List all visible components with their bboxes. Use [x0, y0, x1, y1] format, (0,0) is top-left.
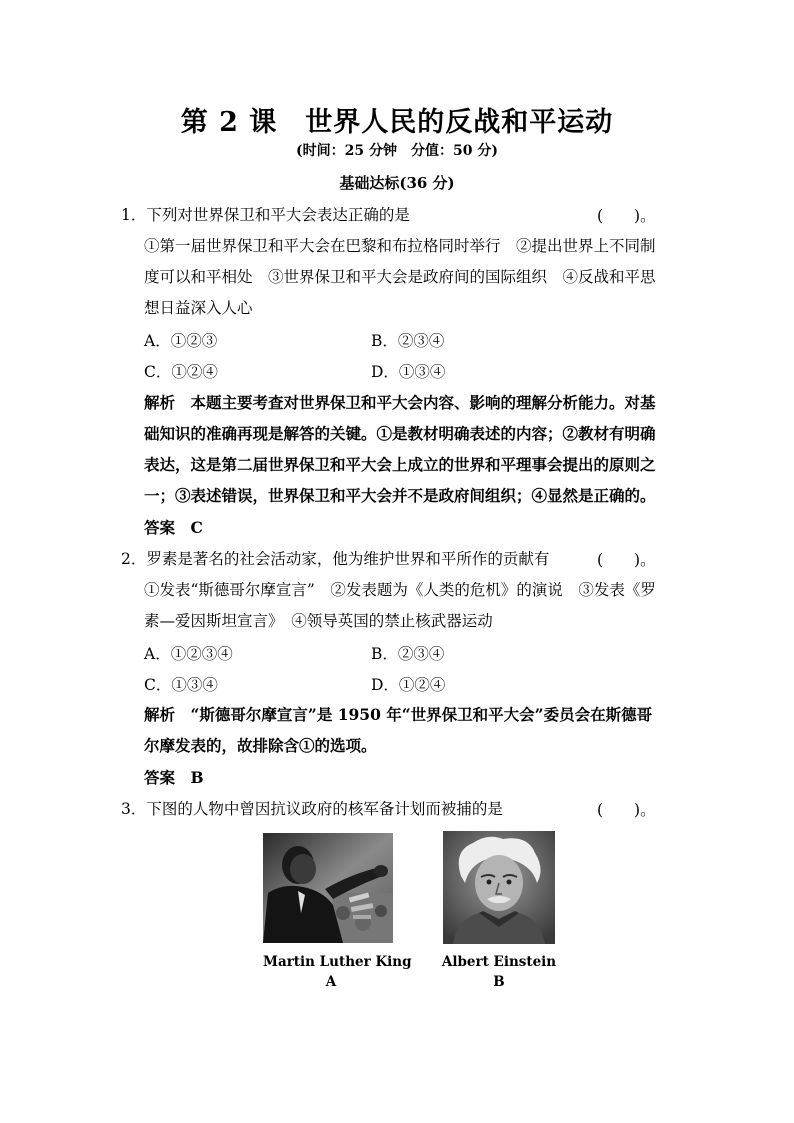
albert-einstein-photo [443, 831, 555, 944]
q1-statement-line: 想日益深入人心 [144, 299, 253, 317]
q2-statement-line: ①发表“斯德哥尔摩宣言” ②发表题为《人类的危机》的演说 ③发表《罗 [144, 581, 656, 599]
q1-option-d: D．①③④ [371, 363, 446, 381]
q1-analysis-line: 表达，这是第二届世界保卫和平大会上成立的世界和平理事会提出的原则之 [144, 455, 656, 474]
q1-option-a: A．①②③ [144, 332, 218, 350]
q3-stem: 3．下图的人物中曾因抗议政府的核军备计划而被捕的是 [121, 800, 503, 818]
q2-answer: 答案 B [144, 768, 204, 787]
q2-analysis-line: 解析 “斯德哥尔摩宣言”是 1950 年“世界保卫和平大会”委员会在斯德哥 [144, 705, 653, 724]
q1-statement-line: ①第一届世界保卫和平大会在巴黎和布拉格同时举行 ②提出世界上不同制 [144, 237, 656, 255]
q2-analysis-line: 尔摩发表的，故排除含①的选项。 [144, 736, 377, 755]
time-score-info: (时间：25 分钟 分值：50 分) [296, 143, 498, 159]
q2-answer-blank: ( )。 [597, 551, 656, 569]
martin-luther-king-photo [263, 833, 393, 943]
section-heading: 基础达标(36 分) [339, 174, 455, 192]
figure-a-name: Martin Luther King [263, 954, 412, 970]
q2-option-a: A．①②③④ [144, 645, 233, 663]
q1-stem: 1．下列对世界保卫和平大会表达正确的是 [121, 206, 410, 224]
q1-statement-line: 度可以和平相处 ③世界保卫和平大会是政府间的国际组织 ④反战和平思 [144, 268, 656, 286]
portrait-illustration [443, 831, 555, 944]
q2-option-d: D．①②④ [371, 676, 446, 694]
q1-analysis-line: 一；③表述错误，世界保卫和平大会并不是政府间组织；④显然是正确的。 [144, 486, 656, 505]
speaker-illustration [263, 833, 393, 943]
figure-b-letter: B [493, 974, 505, 990]
q1-answer: 答案 C [144, 518, 203, 537]
figure-a-letter: A [325, 974, 337, 990]
q3-answer-blank: ( )。 [597, 801, 656, 819]
q1-analysis-line: 础知识的准确再现是解答的关键。①是教材明确表述的内容；②教材有明确 [144, 424, 656, 443]
q1-analysis-line: 解析 本题主要考查对世界保卫和平大会内容、影响的理解分析能力。对基 [144, 393, 656, 412]
q2-option-c: C．①③④ [144, 676, 218, 694]
lesson-title: 第 2 课 世界人民的反战和平运动 [180, 107, 614, 138]
q1-option-c: C．①②④ [144, 363, 218, 381]
q2-statement-line: 素—爱因斯坦宣言》 ④领导英国的禁止核武器运动 [144, 612, 493, 630]
figure-b-name: Albert Einstein [441, 954, 557, 970]
q1-answer-blank: ( )。 [597, 207, 656, 225]
q1-option-b: B．②③④ [371, 332, 445, 350]
q2-option-b: B．②③④ [371, 645, 445, 663]
q2-stem: 2．罗素是著名的社会活动家，他为维护世界和平所作的贡献有 [121, 550, 550, 568]
